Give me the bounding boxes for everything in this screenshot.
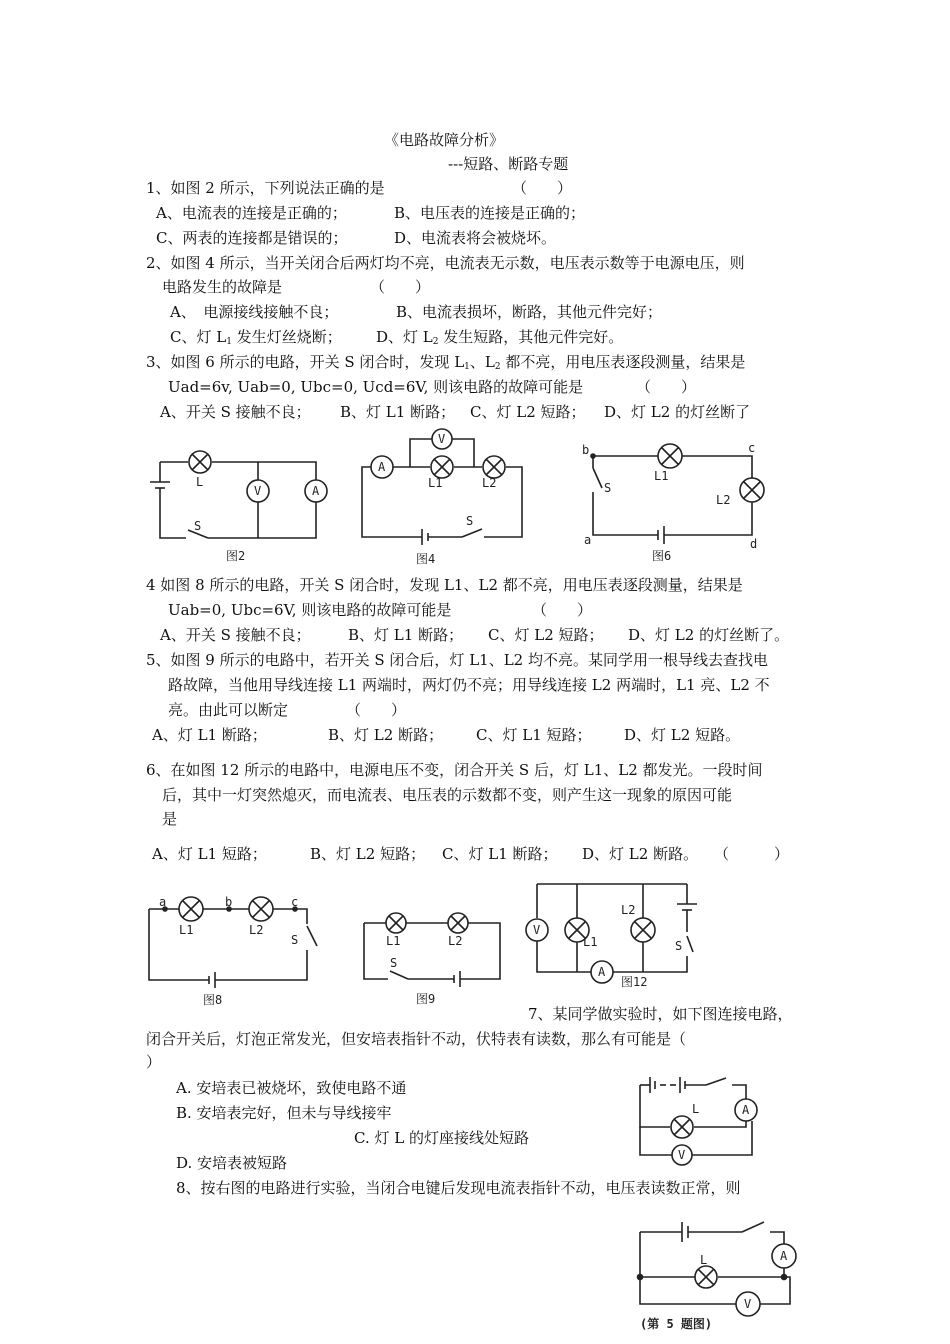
q6-option-d: D、灯 L2 断路。 xyxy=(582,845,699,863)
fig8-node-b: b xyxy=(225,895,233,909)
q1-option-d: D、电流表将会被烧坏。 xyxy=(394,229,557,247)
q8-stem: 8、按右图的电路进行实验，当闭合电键后发现电流表指针不动，电压表读数正常，则 xyxy=(176,1179,741,1197)
fig4-lamp2-label: L2 xyxy=(482,476,497,490)
page-title: 《电路故障分析》 xyxy=(384,131,505,149)
q1-stem: 1、如图 2 所示，下列说法正确的是 xyxy=(146,179,385,197)
fig12-lamp2-label: L2 xyxy=(621,903,636,917)
fig8-lamp1-label: L1 xyxy=(179,923,194,937)
fig4-caption: 图4 xyxy=(416,552,436,566)
q4-option-a: A、开关 S 接触不良； xyxy=(160,626,311,644)
q7-option-a: A. 安培表已被烧坏，致使电路不通 xyxy=(176,1079,407,1097)
q2-stem-line1: 2、如图 4 所示，当开关闭合后两灯均不亮，电流表无示数，电压表示数等于电源电压，则 xyxy=(146,254,745,272)
q6-answer-paren: （ ） xyxy=(714,845,790,863)
figure-6-circuit xyxy=(578,440,778,565)
figure-2-circuit xyxy=(148,440,338,570)
figure-5-circuit xyxy=(630,1212,810,1340)
fig6-node-d: d xyxy=(750,537,758,551)
fig4-ammeter-label: A xyxy=(378,460,386,474)
q6-stem-line3: 是 xyxy=(162,810,178,828)
q7-stem-line3: ） xyxy=(146,1053,162,1071)
q1-option-c: C、两表的连接都是错误的； xyxy=(156,229,348,247)
q7-stem-line2: 闭合开关后，灯泡正常发光，但安培表指针不动，伏特表有读数，那么有可能是（ xyxy=(146,1030,687,1048)
q5-option-d: D、灯 L2 短路。 xyxy=(624,726,741,744)
q6-option-a: A、灯 L1 短路； xyxy=(152,845,267,863)
q2-option-a: A、 电源接线接触不良； xyxy=(170,303,339,321)
figure-9-circuit xyxy=(360,905,510,1005)
q3-stem-line1: 3、如图 6 所示的电路，开关 S 闭合时，发现 $L_1$、$L_2$ 都不亮，用电压表逐段测量，结果是 xyxy=(146,353,746,372)
fig6-switch-label: S xyxy=(604,481,612,495)
fig6-node-c: c xyxy=(748,441,756,455)
fig2-switch-label: S xyxy=(194,519,202,533)
fig6-node-b: b xyxy=(582,443,590,457)
q7-option-b: B. 安培表完好，但未与导线接牢 xyxy=(176,1104,392,1122)
q4-option-d: D、灯 L2 的灯丝断了。 xyxy=(628,626,790,644)
fig9-caption: 图9 xyxy=(416,992,436,1006)
page-subtitle: ---短路、断路专题 xyxy=(448,155,569,173)
fig6-caption: 图6 xyxy=(652,549,672,563)
fig8-lamp2-label: L2 xyxy=(249,923,264,937)
q5-stem-line1: 5、如图 9 所示的电路中，若开关 S 闭合后，灯 L1、L2 均不亮。某同学用一根导线去查找电 xyxy=(146,651,768,669)
fig2-lamp-label: L xyxy=(196,475,204,489)
figure-12-circuit xyxy=(525,880,725,995)
fig7-ammeter-label: A xyxy=(742,1103,750,1117)
q2-option-b: B、电流表损坏，断路，其他元件完好； xyxy=(396,303,663,321)
q2-stem-line2: 电路发生的故障是 xyxy=(162,278,283,296)
fig4-voltmeter-label: V xyxy=(438,432,446,446)
fig12-lamp1-label: L1 xyxy=(583,935,598,949)
q2-option-d: D、灯 $L_2$ 发生短路，其他元件完好。 xyxy=(376,328,624,347)
q7-option-c: C. 灯 L 的灯座接线处短路 xyxy=(354,1129,529,1147)
q5-option-b: B、灯 L2 断路； xyxy=(328,726,444,744)
fig5-caption: (第 5 题图) xyxy=(640,1317,713,1331)
fig6-lamp2-label: L2 xyxy=(716,493,731,507)
q1-answer-paren: （ ） xyxy=(512,179,573,197)
q4-option-c: C、灯 L2 短路； xyxy=(488,626,604,644)
fig4-switch-label: S xyxy=(466,514,474,528)
fig5-lamp-label: L xyxy=(700,1253,708,1267)
fig2-caption: 图2 xyxy=(226,549,246,563)
q6-stem-line1: 6、在如图 12 所示的电路中，电源电压不变，闭合开关 S 后，灯 L1、L2 都发光。一段时间 xyxy=(146,761,763,779)
q4-option-b: B、灯 L1 断路； xyxy=(348,626,464,644)
fig2-ammeter-label: A xyxy=(312,484,320,498)
fig2-voltmeter-label: V xyxy=(254,484,262,498)
q3-stem-line2: Uad=6v, Uab=0, Ubc=0, Ucd=6V, 则该电路的故障可能是 xyxy=(168,378,584,396)
q3-option-b: B、灯 L1 断路； xyxy=(340,403,456,421)
fig12-switch-label: S xyxy=(675,939,683,953)
fig5-voltmeter-label: V xyxy=(744,1297,752,1311)
q6-stem-line2: 后，其中一灯突然熄灭，而电流表、电压表的示数都不变，则产生这一现象的原因可能 xyxy=(162,786,733,804)
fig12-caption: 图12 xyxy=(621,975,648,989)
q5-answer-paren: （ ） xyxy=(346,701,407,719)
fig9-lamp2-label: L2 xyxy=(448,934,463,948)
figure-4-circuit xyxy=(358,425,538,570)
q3-answer-paren: （ ） xyxy=(636,378,697,396)
q4-stem-line1: 4 如图 8 所示的电路，开关 S 闭合时，发现 L1、L2 都不亮，用电压表逐段测量，结果是 xyxy=(146,576,743,594)
fig8-caption: 图8 xyxy=(203,993,223,1007)
fig7-voltmeter-label: V xyxy=(678,1148,686,1162)
q7-stem-line1: 7、某同学做实验时，如下图连接电路， xyxy=(528,1005,793,1023)
q2-option-c: C、灯 $L_1$ 发生灯丝烧断； xyxy=(170,328,342,347)
q1-option-a: A、电流表的连接是正确的； xyxy=(156,204,347,222)
fig5-ammeter-label: A xyxy=(780,1249,788,1263)
q4-stem-line2: Uab=0, Ubc=6V, 则该电路的故障可能是 xyxy=(168,601,452,619)
q5-option-a: A、灯 L1 断路； xyxy=(152,726,267,744)
fig8-node-c: c xyxy=(291,895,299,909)
fig8-node-a: a xyxy=(159,895,167,909)
q2-answer-paren: （ ） xyxy=(370,278,431,296)
q6-option-b: B、灯 L2 短路； xyxy=(310,845,426,863)
q4-answer-paren: （ ） xyxy=(532,601,593,619)
fig12-ammeter-label: A xyxy=(598,965,606,979)
fig6-lamp1-label: L1 xyxy=(654,469,669,483)
q7-option-d: D. 安培表被短路 xyxy=(176,1154,288,1172)
fig6-node-a: a xyxy=(584,533,592,547)
q3-option-d: D、灯 L2 的灯丝断了 xyxy=(604,403,751,421)
fig9-switch-label: S xyxy=(390,956,398,970)
fig4-lamp1-label: L1 xyxy=(428,476,443,490)
q1-option-b: B、电压表的连接是正确的； xyxy=(394,204,586,222)
q3-option-c: C、灯 L2 短路； xyxy=(470,403,586,421)
fig8-switch-label: S xyxy=(291,933,299,947)
fig7-lamp-label: L xyxy=(692,1102,700,1116)
figure-8-circuit xyxy=(145,892,335,1012)
q6-option-c: C、灯 L1 断路； xyxy=(442,845,558,863)
q5-stem-line3: 亮。由此可以断定 xyxy=(168,701,289,719)
figure-7-circuit xyxy=(636,1075,796,1170)
q5-option-c: C、灯 L1 短路； xyxy=(476,726,592,744)
q3-option-a: A、开关 S 接触不良； xyxy=(160,403,311,421)
q5-stem-line2: 路故障，当他用导线连接 L1 两端时，两灯仍不亮；用导线连接 L2 两端时，L1 亮、L2 不 xyxy=(168,676,770,694)
fig9-lamp1-label: L1 xyxy=(386,934,401,948)
fig12-voltmeter-label: V xyxy=(533,923,541,937)
